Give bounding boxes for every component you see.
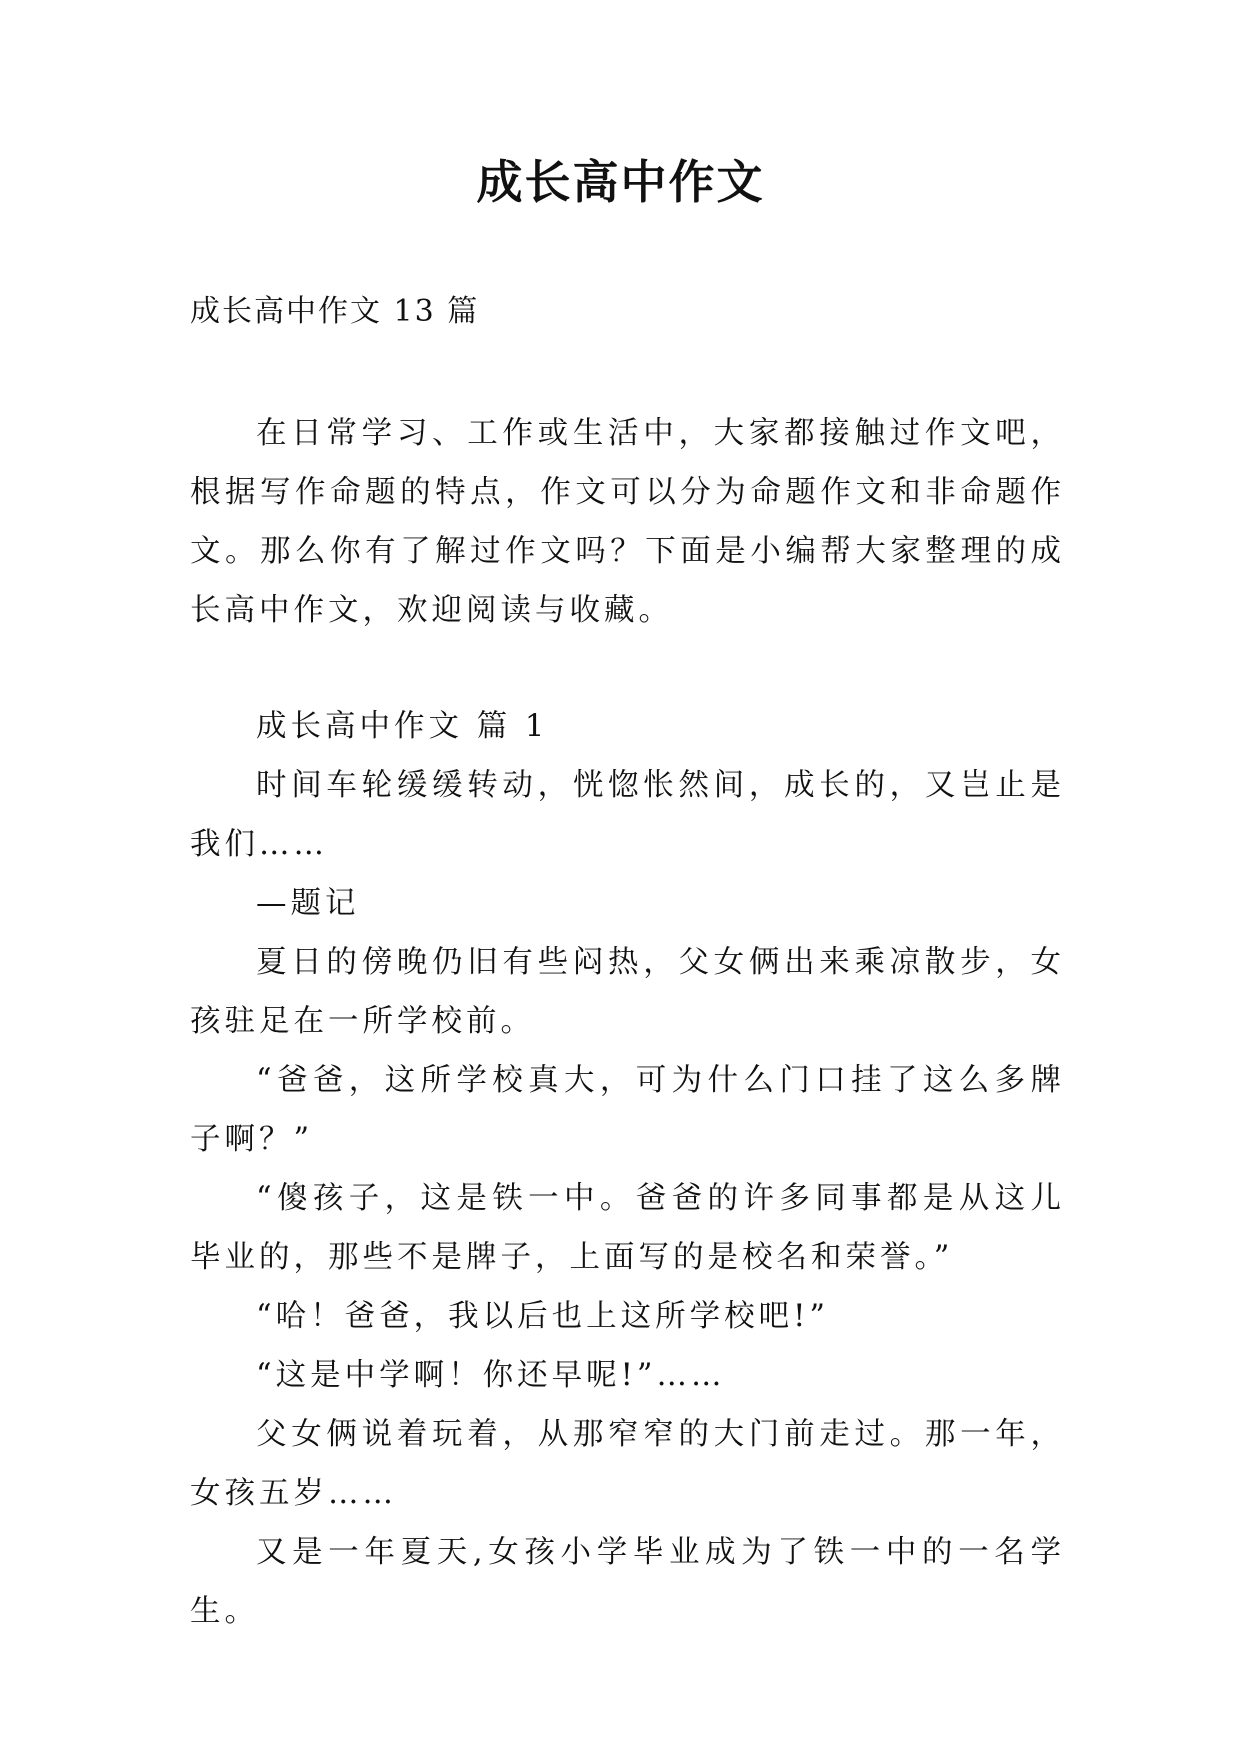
- intro-paragraph: 在日常学习、工作或生活中，大家都接触过作文吧，根据写作命题的特点，作文可以分为命题作文和非命题作文。那么你有了解过作文吗？下面是小编帮大家整理的成长高中作文，欢迎阅读与收藏。: [190, 416, 1065, 628]
- body-paragraph: “爸爸，这所学校真大，可为什么门口挂了这么多牌子啊？”: [190, 1063, 1065, 1157]
- epigraph-attribution: —题记: [256, 886, 360, 921]
- body-paragraph: 又是一年夏天,女孩小学毕业成为了铁一中的一名学生。: [190, 1535, 1065, 1629]
- body-paragraph: “这是中学啊！你还早呢!”……: [256, 1358, 726, 1393]
- document-title: 成长高中作文: [476, 155, 765, 209]
- body-paragraph: 时间车轮缓缓转动，恍惚怅然间，成长的，又岂止是我们……: [190, 768, 1065, 862]
- essay-heading: 成长高中作文 篇 1: [256, 709, 549, 744]
- essay-body: [190, 697, 1065, 1641]
- body-paragraph: 夏日的傍晚仍旧有些闷热，父女俩出来乘凉散步，女孩驻足在一所学校前。: [190, 945, 1065, 1039]
- document-subtitle: 成长高中作文 13 篇: [190, 294, 480, 329]
- body-paragraph: “傻孩子，这是铁一中。爸爸的许多同事都是从这儿毕业的，那些不是牌子，上面写的是校名和荣誉。”: [190, 1181, 1065, 1275]
- body-paragraph: 父女俩说着玩着，从那窄窄的大门前走过。那一年，女孩五岁……: [190, 1417, 1065, 1511]
- body-paragraph: “哈！爸爸，我以后也上这所学校吧!”: [256, 1299, 829, 1334]
